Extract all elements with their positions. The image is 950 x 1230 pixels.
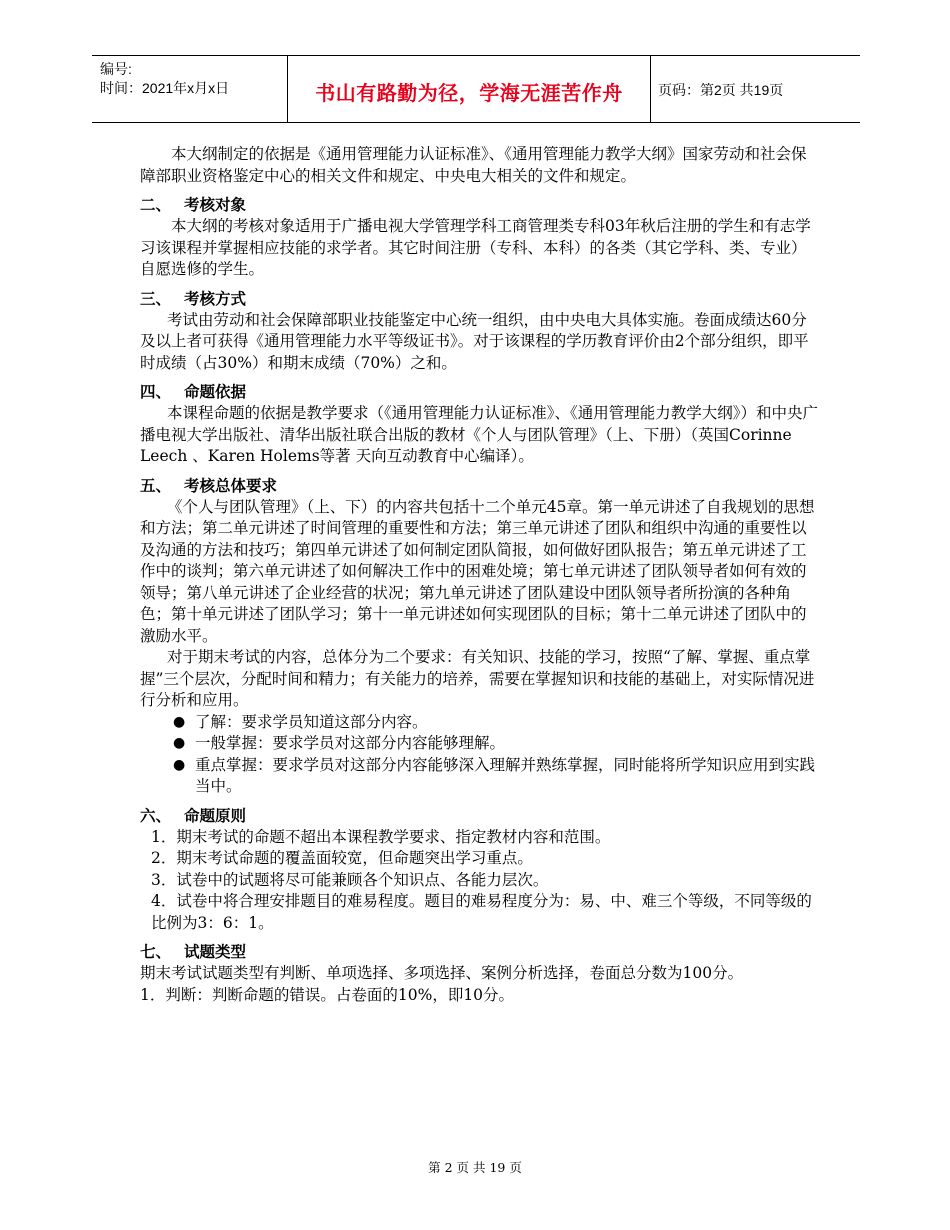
- list-item-text: 重点掌握：要求学员对这部分内容能够深入理解并熟练掌握，同时能将所学知识应用到实践当中。: [195, 755, 816, 795]
- list-item-text: 一般掌握：要求学员对这部分内容能够理解。: [195, 734, 506, 752]
- section-paragraph: 考试由劳动和社会保障部职业技能鉴定中心统一组织，由中央电大具体实施。卷面成绩达60分及以上者可获得《通用管理能力水平等级证书》。对于该课程的学历教育评价由2个部分组织，即平时成绩（占30%）和期末成绩（70%）之和。: [140, 310, 809, 372]
- list-item: 3．试卷中的试题将尽可能兼顾各个知识点、各能力层次。: [151, 870, 549, 889]
- section-heading: [140, 476, 820, 497]
- list-item: [140, 712, 820, 734]
- header-page-info: 页码：第2页 共19页: [658, 82, 784, 98]
- list-item: 4．试卷中将合理安排题目的难易程度。题目的难易程度分为：易、中、难三个等级，不同等级的比例为3：6：1。: [151, 892, 812, 932]
- bullet-icon: ●: [173, 713, 186, 730]
- list-item: 2．期末考试命题的覆盖面较宽，但命题突出学习重点。: [151, 849, 533, 867]
- section-paragraph: 本课程命题的依据是教学要求（《通用管理能力认证标准》、《通用管理能力教学大纲》）和中央广播电视大学出版社、清华出版社联合出版的教材《个人与团队管理》（上、下册）（英国Corinne Leech 、Karen Holems等著 天向互动教育中心编译）。: [140, 404, 819, 465]
- header-meta: [100, 60, 229, 98]
- serial-label: 编号:: [100, 61, 132, 77]
- intro-paragraph: 本大纲制定的依据是《通用管理能力认证标准》、《通用管理能力教学大纲》国家劳动和社会保障部职业资格鉴定中心的相关文件和规定、中央电大相关的文件和规定。: [140, 145, 807, 185]
- section-number: 四、: [140, 383, 172, 401]
- section-paragraph: 本大纲的考核对象适用于广播电视大学管理学科工商管理类专科03年秋后注册的学生和有志学习该课程并掌握相应技能的求学者。其它时间注册（专科、本科）的各类（其它学科、类、专业）自愿选修的学生。: [140, 217, 811, 278]
- section-heading: [140, 195, 820, 216]
- bullet-icon: ●: [173, 735, 186, 751]
- list-item: [140, 755, 820, 798]
- header-divider: [650, 56, 651, 122]
- list-item-text: 了解：要求学员知道这部分内容。: [195, 712, 428, 731]
- list-item: 1．期末考试的命题不超出本课程教学要求、指定教材内容和范围。: [151, 827, 611, 846]
- section-title: 考核方式: [184, 289, 247, 308]
- page-header: [92, 55, 860, 123]
- section-number: 七、: [140, 943, 172, 961]
- section-title: 命题依据: [184, 383, 247, 401]
- document-body: [140, 144, 820, 1006]
- section-number: 五、: [140, 476, 172, 495]
- section-heading: [140, 806, 820, 827]
- section-paragraph: 《个人与团队管理》（上、下）的内容共包括十二个单元45章。第一单元讲述了自我规划的思想和方法；第二单元讲述了时间管理的重要性和方法；第三单元讲述了团队和组织中沟通的重要性以及沟通的方法和技巧；第四单元讲述了如何制定团队简报，如何做好团队报告；第五单元讲述了工作中的谈判；第六单元讲述了如何解决工作中的困难处境；第七单元讲述了团队领导者如何有效的领导；第八单元讲述了企业经营的状况；第九单元讲述了团队建设中团队领导者所扮演的各种角色；第十单元讲述了团队学习；第十一单元讲述如何实现团队的目标；第十二单元讲述了团队中的激励水平。: [140, 497, 815, 645]
- section-title: 命题原则: [184, 806, 247, 825]
- header-motto: 书山有路勤为径，学海无涯苦作舟: [315, 81, 623, 105]
- section-title: 试题类型: [184, 943, 247, 961]
- time-label: 时间：2021年x月x日: [100, 80, 230, 96]
- list-item: [140, 733, 820, 755]
- section-heading: [140, 382, 820, 403]
- page-footer: 第 2 页 共 19 页: [428, 1160, 522, 1175]
- section-paragraph: 期末考试试题类型有判断、单项选择、多项选择、案例分析选择，卷面总分数为100分。: [140, 964, 744, 982]
- bullet-icon: ●: [173, 756, 186, 773]
- section-number: 六、: [140, 806, 172, 825]
- list-item: 1．判断：判断命题的错误。占卷面的10%，即10分。: [140, 985, 515, 1004]
- section-heading: [140, 289, 820, 310]
- section-paragraph: 对于期末考试的内容，总体分为二个要求：有关知识、技能的学习，按照“了解、掌握、重点掌握”三个层次，分配时间和精力；有关能力的培养，需要在掌握知识和技能的基础上，对实际情况进行分析和应用。: [140, 648, 815, 709]
- section-number: 二、: [140, 196, 172, 214]
- section-heading: [140, 942, 820, 963]
- section-title: 考核对象: [184, 196, 247, 214]
- section-title: 考核总体要求: [184, 476, 278, 495]
- section-number: 三、: [140, 289, 172, 308]
